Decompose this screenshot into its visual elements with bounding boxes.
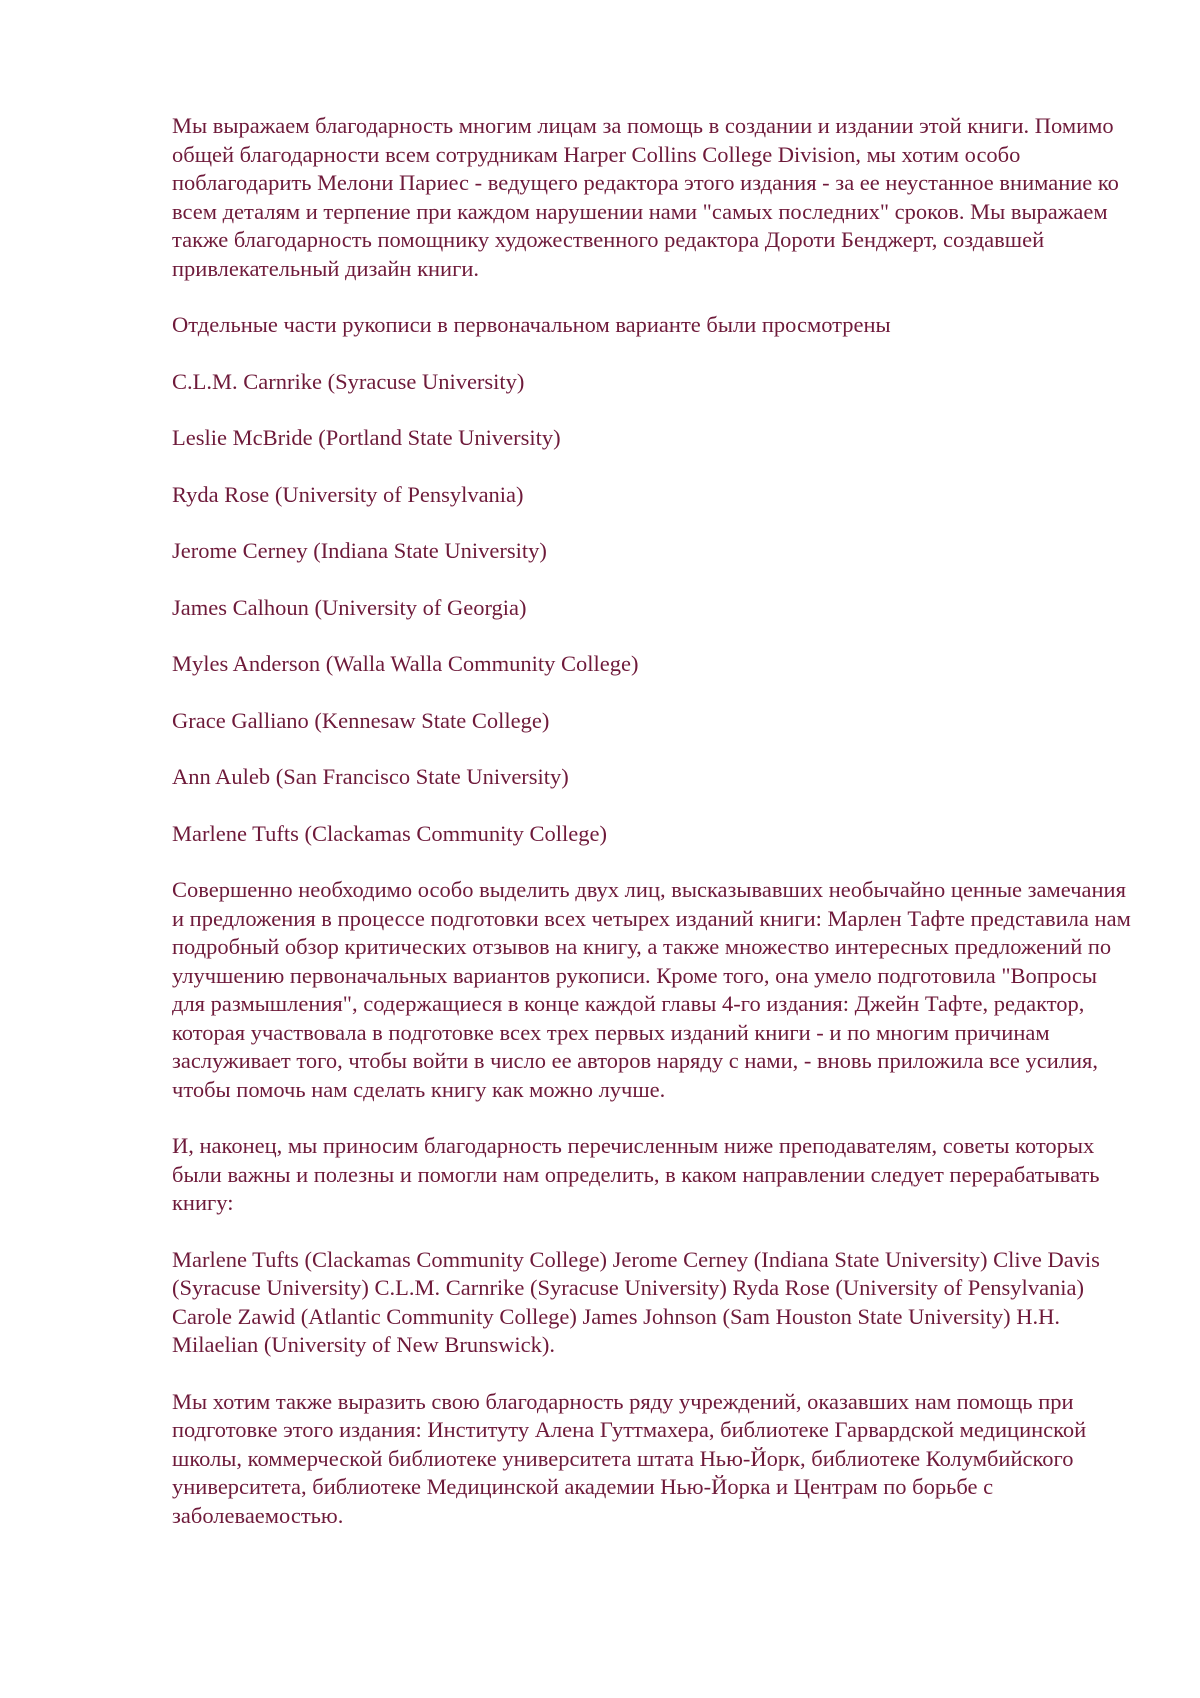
reviewer-item: Leslie McBride (Portland State University) xyxy=(172,425,561,450)
institutions-paragraph: Мы хотим также выразить свою благодарность ряду учреждений, оказавших нам помощь при подготовке этого издания: Институту Алена Гуттмахера, библиотеке Гарвардской медицинской школы, коммерческой библиотеке университета штата Нью-Йорк, библиотеке Колумбийского университета, библиотеке Медицинской академии Нью-Йорка и Центрам по борьбе с заболеваемостью. xyxy=(172,1388,1087,1528)
intro-paragraph: Мы выражаем благодарность многим лицам за помощь в создании и издании этой книги. Помимо общей благодарности всем сотрудникам Harper Collins College Division, мы хотим особо поблагодарить Мелони Париес - ведущего редактора этого издания - за ее неустанное внимание ко всем деталям и терпение при каждом нарушении нами "самых последних" сроков. Мы выражаем также благодарность помощнику художественного редактора Дороти Бенджерт, создавшей привлекательный дизайн книги. xyxy=(172,113,1119,281)
reviewed-by-paragraph: Отдельные части рукописи в первоначальном варианте были просмотрены xyxy=(172,312,891,337)
special-thanks-paragraph: Совершенно необходимо особо выделить двух лиц, высказывавших необычайно ценные замечания и предложения в процессе подготовки всех четырех изданий книги: Марлен Тафте представила нам подробный обзор критических отзывов на книгу, а также множество интересных предложений по улучшению первоначальных вариантов рукописи. Кроме того, она умело подготовила "Вопросы для размышления", содержащиеся в конце каждой главы 4-го издания: Джейн Тафте, редактор, которая участвовала в подготовке всех трех первых изданий книги - и по многим причинам заслуживает того, чтобы войти в число ее авторов наряду с нами, - вновь приложила все усилия, чтобы помочь нам сделать книгу как можно лучше. xyxy=(172,877,1131,1102)
reviewers-list xyxy=(172,368,1132,849)
reviewer-item: Jerome Cerney (Indiana State University) xyxy=(172,538,547,563)
reviewer-item: James Calhoun (University of Georgia) xyxy=(172,594,527,620)
reviewer-item: Myles Anderson (Walla Walla Community College) xyxy=(172,651,639,676)
reviewer-item: Ann Auleb (San Francisco State University) xyxy=(172,764,569,789)
teachers-intro-paragraph: И, наконец, мы приносим благодарность перечисленным ниже преподавателям, советы которых были важны и полезны и помогли нам определить, в каком направлении следует перерабатывать книгу: xyxy=(172,1133,1100,1215)
reviewer-item: C.L.M. Carnrike (Syracuse University) xyxy=(172,368,525,394)
reviewer-item: Marlene Tufts (Clackamas Community College) xyxy=(172,820,607,846)
teachers-list-paragraph: Marlene Tufts (Clackamas Community College) Jerome Cerney (Indiana State University) Clive Davis (Syracuse University) C.L.M. Carnrike (Syracuse University) Ryda Rose (University of Pensylvania) Carole Zawid (Atlantic Community College) James Johnson (Sam Houston State University) H.H. Milaelian (University of New Brunswick). xyxy=(172,1246,1100,1357)
reviewer-item: Grace Galliano (Kennesaw State College) xyxy=(172,707,550,733)
document-body xyxy=(172,112,1132,1558)
reviewer-item: Ryda Rose (University of Pensylvania) xyxy=(172,481,524,507)
